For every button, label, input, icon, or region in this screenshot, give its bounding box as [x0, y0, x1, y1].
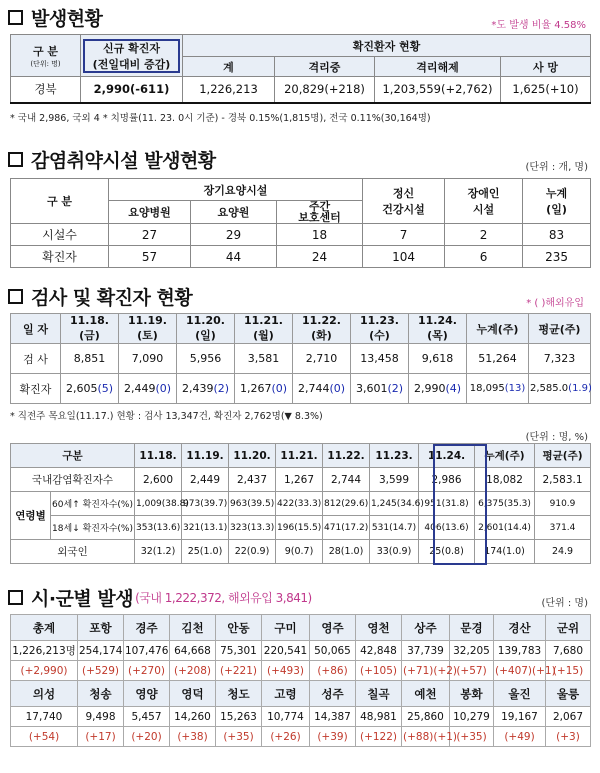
section-title-city [8, 584, 312, 611]
city-cell: 9,498 [78, 707, 124, 727]
cell: 3,599 [370, 468, 419, 492]
cell: 3,581 [235, 344, 293, 374]
city-cell: 영주 [310, 615, 356, 641]
count: 2,439 [181, 382, 214, 395]
cell: 13,458 [351, 344, 409, 374]
city-cell: 청도 [216, 681, 262, 707]
city-cell: (+57) [450, 661, 494, 681]
section-title-text: 발생현황 [31, 8, 103, 30]
city-cell: (+54) [11, 727, 78, 747]
cell [235, 374, 293, 404]
hdr-date-7 [409, 314, 467, 344]
hdr-div: 구 분 [11, 179, 109, 224]
city-cell: 청송 [78, 681, 124, 707]
city-cell: 상주 [402, 615, 450, 641]
city-subtitle: (국내 1,222,372, 해외유입 3,841) [135, 591, 312, 605]
age-sub: 확진자수(%) [82, 524, 133, 534]
city-cell: 139,783 [494, 641, 546, 661]
row-released: 1,203,559(+2,762) [375, 77, 501, 103]
date: 11.21. [244, 314, 283, 327]
cell [409, 374, 467, 404]
city-cell: (+493) [262, 661, 310, 681]
overseas: (1.9) [568, 383, 592, 394]
city-cell: 220,541 [262, 641, 310, 661]
hdr-date: 일 자 [11, 314, 61, 344]
row-new: 2,990(-611) [81, 77, 183, 103]
city-cell: (+221) [216, 661, 262, 681]
cell: 196(15.5) [276, 516, 323, 540]
hdr-ltc: 장기요양시설 [109, 179, 363, 201]
city-cell: 구미 [262, 615, 310, 641]
cell [177, 374, 235, 404]
cell: 8,851 [61, 344, 119, 374]
hdr-isolated: 격리중 [275, 57, 375, 77]
hdr-date: 11.23. [370, 444, 419, 468]
count: 2,585.0 [530, 383, 569, 394]
cell: 321(13.1) [182, 516, 229, 540]
city-cell: (+88)(+1) [402, 727, 450, 747]
hdr-avg: 평균(주) [535, 444, 591, 468]
checkbox-square-icon [8, 10, 23, 25]
cell: 2,986 [419, 468, 475, 492]
city-cell: 문경 [450, 615, 494, 641]
city-cell: 울릉 [546, 681, 591, 707]
cell: 25(0.8) [419, 540, 475, 564]
city-table [10, 614, 591, 747]
cell: 1,009(38.8) [135, 492, 182, 516]
city-cell: (+26) [262, 727, 310, 747]
city-cell: 10,279 [450, 707, 494, 727]
cell: 9(0.7) [276, 540, 323, 564]
row-label: 시설수 [11, 224, 109, 246]
hdr-disab-l2: 시설 [472, 203, 495, 216]
age-group-label: 연령별 [11, 492, 51, 540]
cell: 24 [277, 246, 363, 268]
city-cell: 7,680 [546, 641, 591, 661]
section-title-outbreak [8, 4, 102, 31]
date: 11.18. [70, 314, 109, 327]
section-title-vulnerable [8, 146, 216, 173]
city-cell: (+39) [310, 727, 356, 747]
hdr-day-l1: 주간 [308, 200, 331, 213]
cell: 51,264 [467, 344, 529, 374]
cell: 44 [191, 246, 277, 268]
city-cell: 14,260 [170, 707, 216, 727]
city-cell: 경산 [494, 615, 546, 641]
city-cell: 48,981 [356, 707, 402, 727]
cell: 1,267 [276, 468, 323, 492]
overseas: (0) [271, 382, 288, 395]
row-foreign-label: 외국인 [11, 540, 135, 564]
hdr-disab [445, 179, 523, 224]
cell: 1,245(34.6) [370, 492, 419, 516]
city-cell: 안동 [216, 615, 262, 641]
cell: 371.4 [535, 516, 591, 540]
city-cell: 50,065 [310, 641, 356, 661]
city-cell: (+71)(+2) [402, 661, 450, 681]
city-cell: (+86) [310, 661, 356, 681]
age-sub: 확진자수(%) [82, 500, 133, 510]
overseas: (2) [213, 382, 230, 395]
hdr-deaths: 사 망 [501, 57, 591, 77]
city-cell: 107,476 [124, 641, 170, 661]
age-label: 18세↓ [52, 524, 80, 534]
city-cell: (+38) [170, 727, 216, 747]
age-label: 60세↑ [52, 500, 80, 510]
city-cell: 김천 [170, 615, 216, 641]
cell [467, 374, 529, 404]
city-cell: (+35) [216, 727, 262, 747]
weekday: (월) [253, 329, 274, 342]
date: 11.22. [302, 314, 341, 327]
hdr-mental-l2: 건강시설 [382, 203, 425, 216]
row-confirmed-label: 확진자 [11, 374, 61, 404]
city-cell: 성주 [310, 681, 356, 707]
city-cell: 254,174 [78, 641, 124, 661]
s4-unit: (단위 : 명, %) [525, 432, 588, 443]
cell: 973(39.7) [182, 492, 229, 516]
city-cell: (+17) [78, 727, 124, 747]
hdr-date: 11.24. [419, 444, 475, 468]
hdr-region [11, 35, 81, 77]
city-cell: 군위 [546, 615, 591, 641]
city-cell: (+529) [78, 661, 124, 681]
overseas: (4) [445, 382, 462, 395]
cell: 174(1.0) [475, 540, 535, 564]
hdr-date-4 [235, 314, 293, 344]
row-tests-label: 검 사 [11, 344, 61, 374]
overseas: (13) [504, 383, 526, 394]
cell: 7 [363, 224, 445, 246]
tests-table [10, 313, 591, 404]
row-total: 1,226,213 [183, 77, 275, 103]
s3-footnote: * 직전주 목요일(11.17.) 현황 : 검사 13,347건, 확진자 2,762명(▼ 8.3%) [10, 411, 323, 422]
s2-unit: (단위 : 개, 명) [525, 162, 588, 173]
hdr-day-l2: 보호센터 [298, 211, 341, 224]
cell: 25(1.0) [182, 540, 229, 564]
hdr-div: 구분 [11, 444, 135, 468]
hdr-new-cases [81, 35, 183, 77]
cell: 5,956 [177, 344, 235, 374]
hdr-region-unit: (단위: 명) [30, 59, 61, 68]
cell: 104 [363, 246, 445, 268]
city-cell: 영덕 [170, 681, 216, 707]
city-cell: (+15) [546, 661, 591, 681]
row-deaths: 1,625(+10) [501, 77, 591, 103]
city-cell: 총계 [11, 615, 78, 641]
hdr-date: 11.21. [276, 444, 323, 468]
outbreak-table [10, 34, 591, 104]
cell: 353(13.6) [135, 516, 182, 540]
cell: 7,323 [529, 344, 591, 374]
hdr-date: 11.22. [323, 444, 370, 468]
count: 1,267 [239, 382, 272, 395]
date: 11.24. [418, 314, 457, 327]
count: 2,449 [123, 382, 156, 395]
checkbox-square-icon [8, 152, 23, 167]
hdr-date: 11.19. [182, 444, 229, 468]
hdr-disab-l1: 장애인 [467, 187, 500, 200]
cell: 2,744 [323, 468, 370, 492]
city-cell: (+35) [450, 727, 494, 747]
cell: 18 [277, 224, 363, 246]
hdr-date: 11.18. [135, 444, 182, 468]
cell [293, 374, 351, 404]
row-label: 확진자 [11, 246, 109, 268]
ratio-note: *도 발생 비율 4.58% [491, 20, 586, 31]
cell: 24.9 [535, 540, 591, 564]
checkbox-square-icon [8, 590, 23, 605]
weekday: (수) [369, 329, 390, 342]
section-title-text: 시·군별 발생 [31, 588, 134, 610]
hdr-new-label: 신규 확진자 [103, 41, 160, 55]
count: 2,990 [413, 382, 446, 395]
city-cell: (+270) [124, 661, 170, 681]
weekday: (토) [137, 329, 158, 342]
cell: 406(13.6) [419, 516, 475, 540]
cell: 6,375(35.3) [475, 492, 535, 516]
hdr-new-sub: (전일대비 증감) [92, 57, 171, 71]
city-cell: (+105) [356, 661, 402, 681]
city-cell: 14,387 [310, 707, 356, 727]
cell: 951(31.8) [419, 492, 475, 516]
cell: 963(39.5) [229, 492, 276, 516]
city-cell: 칠곡 [356, 681, 402, 707]
cell [529, 374, 591, 404]
checkbox-square-icon [8, 289, 23, 304]
s5-unit: (단위 : 명) [541, 598, 588, 609]
city-cell: 포항 [78, 615, 124, 641]
city-cell: 울진 [494, 681, 546, 707]
cell: 910.9 [535, 492, 591, 516]
cell: 471(17.2) [323, 516, 370, 540]
date: 11.19. [128, 314, 167, 327]
count: 2,744 [297, 382, 330, 395]
row-18-label [51, 516, 135, 540]
cell: 323(13.3) [229, 516, 276, 540]
cell: 9,618 [409, 344, 467, 374]
city-cell: 예천 [402, 681, 450, 707]
cell: 2,710 [293, 344, 351, 374]
hdr-day [277, 201, 363, 224]
city-cell: 봉화 [450, 681, 494, 707]
city-cell: (+122) [356, 727, 402, 747]
city-cell: (+407)(+1) [494, 661, 546, 681]
overseas: (0) [155, 382, 172, 395]
hdr-region-label: 구 분 [32, 44, 59, 58]
cell: 33(0.9) [370, 540, 419, 564]
cell: 2,583.1 [535, 468, 591, 492]
city-cell: 2,067 [546, 707, 591, 727]
hdr-cum [523, 179, 591, 224]
row-region: 경북 [11, 77, 81, 103]
hdr-released: 격리해제 [375, 57, 501, 77]
count: 18,095 [469, 383, 505, 394]
hdr-date-5 [293, 314, 351, 344]
section-title-tests [8, 283, 192, 310]
city-cell: 64,668 [170, 641, 216, 661]
hdr-mental [363, 179, 445, 224]
hdr-mental-l1: 정신 [392, 187, 415, 200]
city-cell: (+49) [494, 727, 546, 747]
cell: 2,600 [135, 468, 182, 492]
cell: 29 [191, 224, 277, 246]
hdr-cum-l1: 누계 [545, 187, 568, 200]
cell [119, 374, 177, 404]
count: 3,601 [355, 382, 388, 395]
cell: 18,082 [475, 468, 535, 492]
section-title-text: 감염취약시설 발생현황 [31, 150, 216, 172]
city-cell: 의성 [11, 681, 78, 707]
hdr-date-1 [61, 314, 119, 344]
city-cell: 15,263 [216, 707, 262, 727]
age-breakdown-table [10, 443, 591, 564]
city-cell: 고령 [262, 681, 310, 707]
row-isolated: 20,829(+218) [275, 77, 375, 103]
cell: 235 [523, 246, 591, 268]
date: 11.20. [186, 314, 225, 327]
cell: 812(29.6) [323, 492, 370, 516]
hdr-cum-l2: (일) [546, 203, 567, 216]
cell: 22(0.9) [229, 540, 276, 564]
cell: 28(1.0) [323, 540, 370, 564]
weekday: (일) [195, 329, 216, 342]
cell: 27 [109, 224, 191, 246]
city-cell: (+208) [170, 661, 216, 681]
cell: 422(33.3) [276, 492, 323, 516]
city-cell: 17,740 [11, 707, 78, 727]
hdr-home: 요양원 [191, 201, 277, 224]
section-title-text: 검사 및 확진자 현황 [31, 287, 193, 309]
hdr-status: 확진환자 현황 [183, 35, 591, 57]
cell: 2,437 [229, 468, 276, 492]
hdr-total: 계 [183, 57, 275, 77]
city-cell: 영양 [124, 681, 170, 707]
city-cell: 경주 [124, 615, 170, 641]
hdr-date: 11.20. [229, 444, 276, 468]
hdr-avg: 평균(주) [529, 314, 591, 344]
city-cell: 32,205 [450, 641, 494, 661]
cell [351, 374, 409, 404]
city-cell: (+20) [124, 727, 170, 747]
city-cell: (+3) [546, 727, 591, 747]
cell: 32(1.2) [135, 540, 182, 564]
city-cell: 25,860 [402, 707, 450, 727]
weekday: (금) [79, 329, 100, 342]
city-cell: 42,848 [356, 641, 402, 661]
city-cell: 75,301 [216, 641, 262, 661]
overseas: (2) [387, 382, 404, 395]
hdr-date-2 [119, 314, 177, 344]
cell: 7,090 [119, 344, 177, 374]
cell: 2 [445, 224, 523, 246]
weekday: (목) [427, 329, 448, 342]
overseas: (0) [329, 382, 346, 395]
city-cell: 5,457 [124, 707, 170, 727]
hdr-cum: 누계(주) [467, 314, 529, 344]
city-cell: 19,167 [494, 707, 546, 727]
s3-unit: * ( )해외유입 [526, 298, 584, 309]
overseas: (5) [97, 382, 114, 395]
cell [61, 374, 119, 404]
cell: 531(14.7) [370, 516, 419, 540]
hdr-date-3 [177, 314, 235, 344]
count: 2,605 [65, 382, 98, 395]
s1-footnote: * 국내 2,986, 국외 4 * 치명률(11. 23. 0시 기준) - 경북 0.15%(1,815명), 전국 0.11%(30,164명) [10, 113, 431, 124]
hdr-cum: 누계(주) [475, 444, 535, 468]
city-cell: 10,774 [262, 707, 310, 727]
city-cell: 1,226,213명 [11, 641, 78, 661]
cell: 6 [445, 246, 523, 268]
cell: 83 [523, 224, 591, 246]
vulnerable-facilities-table [10, 178, 591, 268]
weekday: (화) [311, 329, 332, 342]
city-cell: 영천 [356, 615, 402, 641]
row-domestic-label: 국내감염확진자수 [11, 468, 135, 492]
hdr-date-6 [351, 314, 409, 344]
row-60-label [51, 492, 135, 516]
city-cell: (+2,990) [11, 661, 78, 681]
cell: 2,449 [182, 468, 229, 492]
date: 11.23. [360, 314, 399, 327]
cell: 57 [109, 246, 191, 268]
city-cell: 37,739 [402, 641, 450, 661]
hdr-hosp: 요양병원 [109, 201, 191, 224]
cell: 2,601(14.4) [475, 516, 535, 540]
